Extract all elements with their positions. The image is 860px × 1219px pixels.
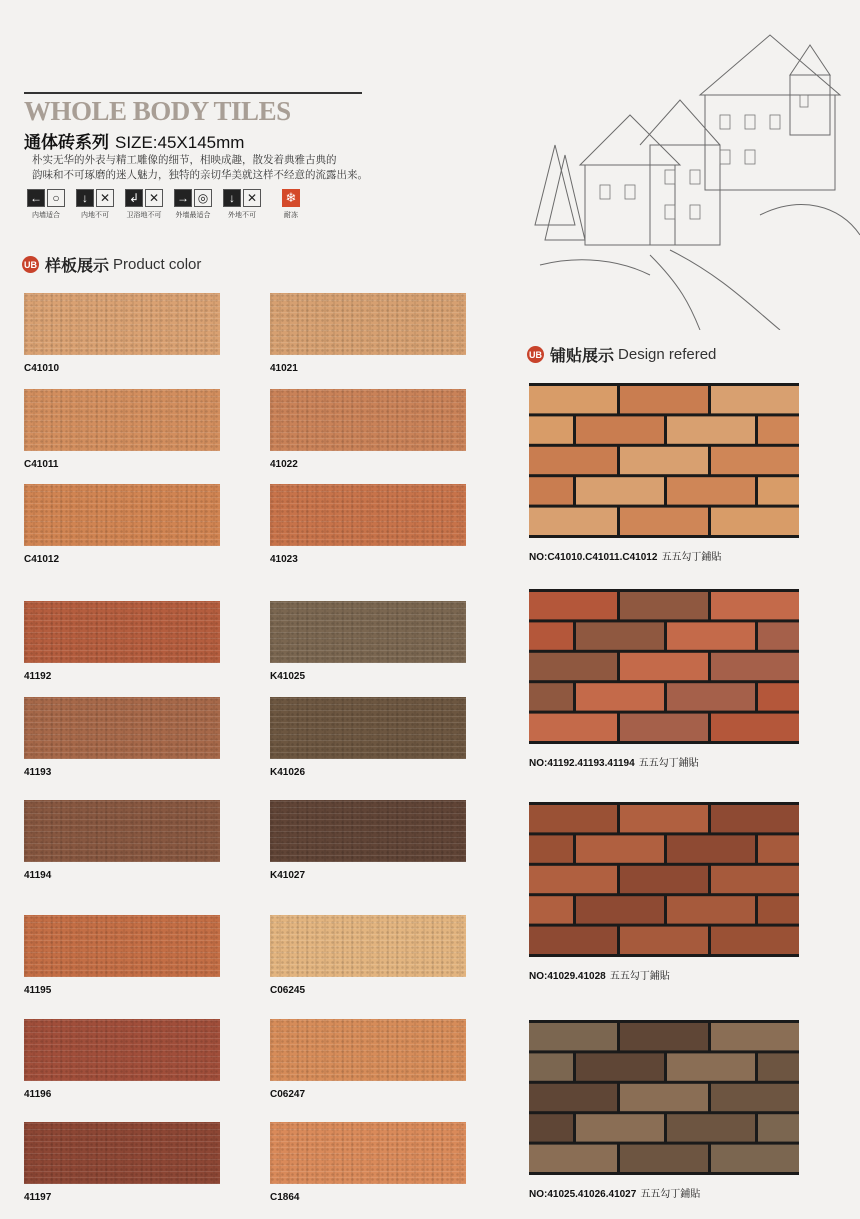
brick bbox=[529, 386, 617, 413]
tile-texture bbox=[24, 800, 220, 862]
tile-code: 41197 bbox=[24, 1192, 52, 1203]
brick bbox=[576, 835, 664, 862]
page-title-cn bbox=[24, 128, 244, 153]
tile-texture bbox=[24, 601, 220, 663]
brick bbox=[620, 714, 708, 741]
brick-pattern bbox=[529, 589, 799, 744]
brick bbox=[576, 1053, 664, 1080]
tile-swatch bbox=[24, 697, 220, 759]
brick bbox=[758, 683, 799, 710]
wall-codes: NO:41029.41028 bbox=[529, 971, 606, 982]
brick bbox=[529, 835, 573, 862]
tile-swatch bbox=[270, 915, 466, 977]
usage-icon-0 bbox=[24, 189, 68, 220]
tile-texture bbox=[24, 484, 220, 546]
suitability-mark-icon: ✕ bbox=[96, 189, 114, 207]
brick bbox=[620, 805, 708, 832]
usage-icon-label: 内地不可 bbox=[81, 212, 109, 219]
brick bbox=[711, 1023, 799, 1050]
brick bbox=[758, 1114, 799, 1141]
usage-icon-label: 耐冻 bbox=[284, 212, 298, 219]
wall-pattern-name: 五五勾丁鋪貼 bbox=[638, 758, 699, 769]
brick bbox=[620, 927, 708, 954]
tile-texture bbox=[24, 293, 220, 355]
brick bbox=[529, 1053, 573, 1080]
tile-code: 41192 bbox=[24, 671, 52, 682]
tile-swatch bbox=[24, 601, 220, 663]
usage-icon-3 bbox=[171, 189, 215, 220]
tile-code: C41011 bbox=[24, 459, 59, 470]
tile-texture bbox=[24, 697, 220, 759]
tile-swatch bbox=[24, 484, 220, 546]
brick bbox=[529, 1023, 617, 1050]
brick bbox=[529, 477, 573, 504]
brick bbox=[620, 653, 708, 680]
brick bbox=[711, 1145, 799, 1172]
arrow-icon: → bbox=[174, 189, 192, 207]
brick bbox=[620, 1023, 708, 1050]
brick-wall-preview bbox=[529, 383, 799, 538]
description-line-2: 韵味和不可琢磨的迷人魅力，独特的亲切华美就这样不经意的流露出来。 bbox=[32, 169, 368, 181]
section-title-en: Product color bbox=[113, 256, 202, 273]
brick bbox=[529, 508, 617, 535]
brick bbox=[620, 447, 708, 474]
brick bbox=[758, 896, 799, 923]
tile-texture bbox=[24, 389, 220, 451]
section-badge-icon: UB bbox=[527, 346, 544, 363]
description bbox=[32, 153, 372, 183]
brick bbox=[576, 1114, 664, 1141]
brick bbox=[529, 653, 617, 680]
tile-code: 41196 bbox=[24, 1089, 52, 1100]
arrow-icon: ↓ bbox=[76, 189, 94, 207]
section-title-cn: 样板展示 bbox=[45, 258, 110, 275]
usage-icon-label: 外墙最适合 bbox=[175, 212, 211, 219]
suitability-mark-icon: ✕ bbox=[243, 189, 261, 207]
brick bbox=[667, 416, 755, 443]
brick bbox=[529, 1114, 573, 1141]
tile-code: K41027 bbox=[270, 870, 306, 881]
brick bbox=[711, 714, 799, 741]
wall-codes: NO:C41010.C41011.C41012 bbox=[529, 552, 658, 563]
tile-code: C06245 bbox=[270, 985, 306, 996]
brick bbox=[576, 416, 664, 443]
usage-icons bbox=[24, 189, 313, 220]
tile-code: C1864 bbox=[270, 1192, 300, 1203]
usage-icon-label: 卫浴地不可 bbox=[126, 212, 162, 219]
brick bbox=[758, 835, 799, 862]
brick bbox=[758, 477, 799, 504]
brick bbox=[758, 622, 799, 649]
brick bbox=[667, 835, 755, 862]
tile-swatch bbox=[24, 800, 220, 862]
brick bbox=[620, 866, 708, 893]
suitability-mark-icon: ◎ bbox=[194, 189, 212, 207]
tile-code: 41193 bbox=[24, 767, 52, 778]
brick bbox=[529, 927, 617, 954]
tile-texture bbox=[270, 601, 466, 663]
wall-caption bbox=[529, 1185, 700, 1200]
brick bbox=[711, 866, 799, 893]
tile-swatch bbox=[24, 915, 220, 977]
tile-code: C41012 bbox=[24, 554, 60, 565]
wall-pattern-name: 五五勾丁鋪貼 bbox=[609, 971, 670, 982]
brick bbox=[711, 805, 799, 832]
tile-swatch bbox=[24, 293, 220, 355]
brick-pattern bbox=[529, 1020, 799, 1175]
section-title-cn: 铺贴展示 bbox=[550, 348, 615, 365]
tile-swatch bbox=[270, 601, 466, 663]
tile-code: K41025 bbox=[270, 671, 306, 682]
brick bbox=[667, 1053, 755, 1080]
brick bbox=[529, 714, 617, 741]
tile-code: 41023 bbox=[270, 554, 298, 565]
brick bbox=[620, 1145, 708, 1172]
tile-texture bbox=[270, 800, 466, 862]
brick bbox=[576, 477, 664, 504]
brick-wall-preview bbox=[529, 1020, 799, 1175]
usage-icon-1 bbox=[73, 189, 117, 220]
arrow-icon: ↓ bbox=[223, 189, 241, 207]
wall-pattern-name: 五五勾丁鋪貼 bbox=[640, 1189, 701, 1200]
brick bbox=[576, 622, 664, 649]
arrow-icon: ↲ bbox=[125, 189, 143, 207]
arrow-icon: ← bbox=[27, 189, 45, 207]
brick bbox=[529, 896, 573, 923]
suitability-mark-icon: ○ bbox=[47, 189, 65, 207]
brick bbox=[529, 622, 573, 649]
usage-icon-label: 外地不可 bbox=[228, 212, 256, 219]
brick bbox=[529, 1084, 617, 1111]
brick bbox=[667, 477, 755, 504]
tile-swatch bbox=[270, 293, 466, 355]
tile-swatch bbox=[270, 484, 466, 546]
snowflake-icon: ❄ bbox=[282, 189, 300, 207]
brick bbox=[711, 927, 799, 954]
tile-code: C06247 bbox=[270, 1089, 306, 1100]
brick-pattern bbox=[529, 802, 799, 957]
brick bbox=[529, 447, 617, 474]
series-name: 通体砖系列 bbox=[24, 133, 109, 152]
tile-texture bbox=[270, 389, 466, 451]
brick bbox=[711, 508, 799, 535]
usage-icon-label: 内墙适合 bbox=[32, 212, 60, 219]
tile-texture bbox=[270, 915, 466, 977]
tile-texture bbox=[24, 915, 220, 977]
header-rule bbox=[24, 92, 362, 94]
tile-code: 41195 bbox=[24, 985, 52, 996]
description-line-1: 朴实无华的外表与精工雕像的细节，相映成趣，散发着典雅古典的 bbox=[32, 154, 337, 166]
design-refered-heading bbox=[527, 343, 716, 366]
tile-texture bbox=[270, 484, 466, 546]
brick bbox=[529, 866, 617, 893]
brick bbox=[620, 592, 708, 619]
tile-code: K41026 bbox=[270, 767, 306, 778]
brick bbox=[620, 508, 708, 535]
tile-code: 41021 bbox=[270, 363, 298, 374]
brick bbox=[667, 1114, 755, 1141]
tile-code: 41194 bbox=[24, 870, 52, 881]
brick-wall-preview bbox=[529, 589, 799, 744]
tile-swatch bbox=[270, 389, 466, 451]
wall-codes: NO:41192.41193.41194 bbox=[529, 758, 635, 769]
tile-swatch bbox=[270, 1019, 466, 1081]
wall-caption bbox=[529, 754, 699, 769]
brick bbox=[529, 683, 573, 710]
tile-texture bbox=[270, 293, 466, 355]
wall-caption bbox=[529, 548, 721, 563]
tile-texture bbox=[270, 697, 466, 759]
wall-pattern-name: 五五勾丁鋪貼 bbox=[661, 552, 722, 563]
brick bbox=[529, 1145, 617, 1172]
brick bbox=[711, 386, 799, 413]
brick bbox=[576, 683, 664, 710]
usage-icon-5 bbox=[269, 189, 313, 220]
house-sketch-illustration bbox=[520, 5, 860, 330]
tile-swatch bbox=[24, 1122, 220, 1184]
tile-swatch bbox=[270, 800, 466, 862]
section-badge-icon: UB bbox=[22, 256, 39, 273]
tile-code: 41022 bbox=[270, 459, 298, 470]
page-title-en: WHOLE BODY TILES bbox=[24, 96, 291, 126]
usage-icon-4 bbox=[220, 189, 264, 220]
brick-pattern bbox=[529, 383, 799, 538]
brick bbox=[711, 653, 799, 680]
brick bbox=[758, 416, 799, 443]
usage-icon-2 bbox=[122, 189, 166, 220]
brick bbox=[711, 1084, 799, 1111]
tile-swatch bbox=[24, 1019, 220, 1081]
brick bbox=[711, 592, 799, 619]
tile-code: C41010 bbox=[24, 363, 60, 374]
brick bbox=[620, 1084, 708, 1111]
tile-swatch bbox=[24, 389, 220, 451]
brick bbox=[711, 447, 799, 474]
product-color-heading bbox=[22, 253, 201, 276]
wall-codes: NO:41025.41026.41027 bbox=[529, 1189, 637, 1200]
brick bbox=[667, 896, 755, 923]
brick bbox=[529, 416, 573, 443]
tile-texture bbox=[24, 1122, 220, 1184]
tile-texture bbox=[270, 1019, 466, 1081]
brick bbox=[667, 622, 755, 649]
brick bbox=[758, 1053, 799, 1080]
tile-swatch bbox=[270, 697, 466, 759]
section-title-en: Design refered bbox=[618, 346, 717, 363]
tile-texture bbox=[270, 1122, 466, 1184]
brick bbox=[529, 805, 617, 832]
brick bbox=[529, 592, 617, 619]
brick bbox=[667, 683, 755, 710]
brick bbox=[576, 896, 664, 923]
tile-swatch bbox=[270, 1122, 466, 1184]
suitability-mark-icon: ✕ bbox=[145, 189, 163, 207]
tile-size: SIZE:45X145mm bbox=[115, 133, 245, 152]
brick-wall-preview bbox=[529, 802, 799, 957]
tile-texture bbox=[24, 1019, 220, 1081]
wall-caption bbox=[529, 967, 670, 982]
brick bbox=[620, 386, 708, 413]
